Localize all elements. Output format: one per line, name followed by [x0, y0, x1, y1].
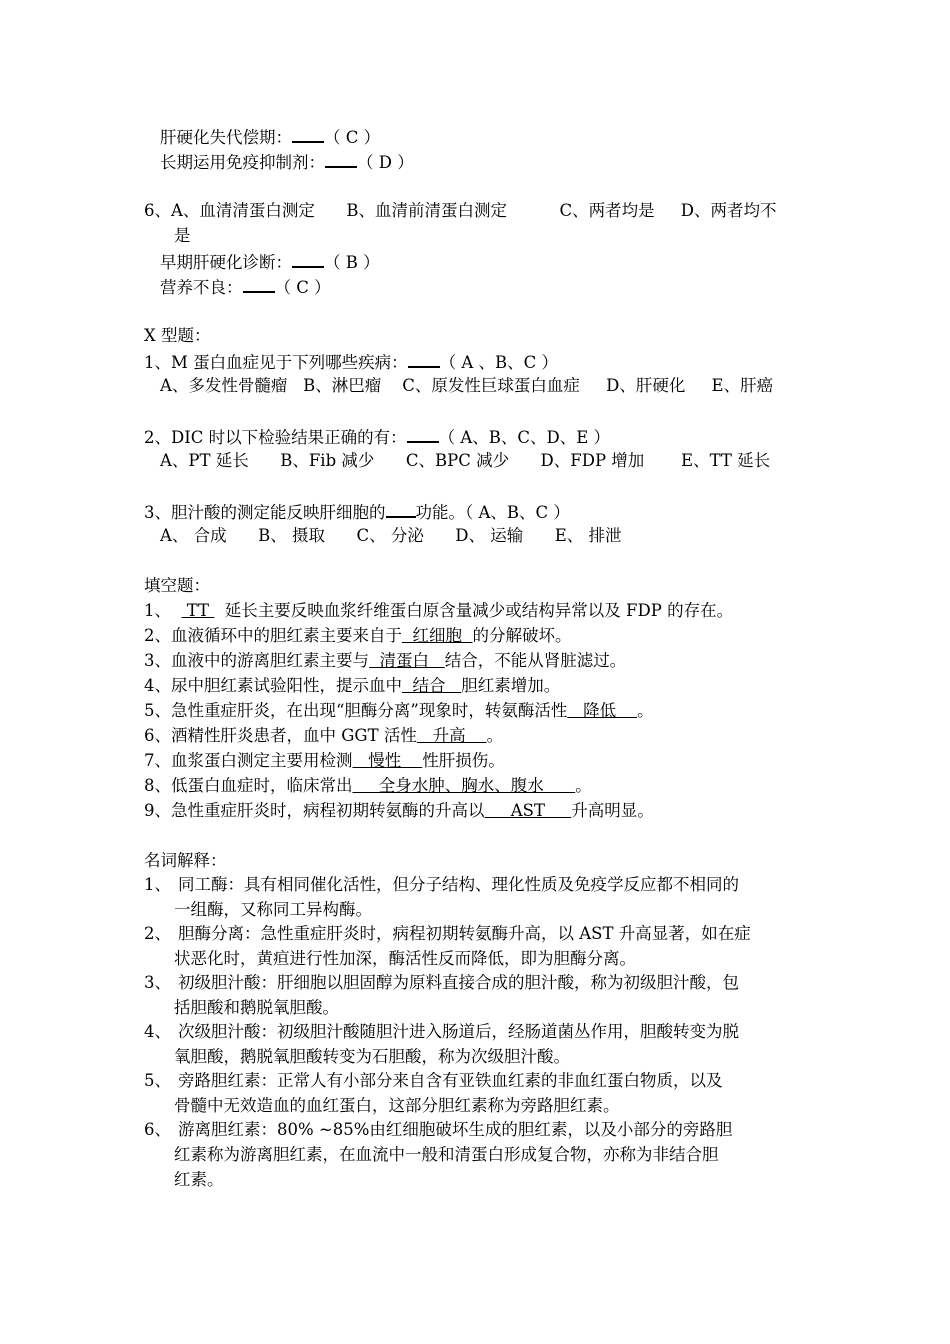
term-6-line3: 红素。 [174, 1170, 224, 1189]
term-6-num: 6、 [144, 1120, 171, 1139]
answer-blank [386, 500, 416, 518]
term-3-num: 3、 [144, 973, 171, 992]
q5-item-2: 长期运用免疫抑制剂： （ D ） [160, 150, 414, 174]
answer-blank [407, 425, 439, 443]
fill-answer: 清蛋白 [369, 651, 445, 670]
fill-answer: AST [484, 801, 572, 820]
term-1-line2: 一组酶，又称同工异构酶。 [174, 900, 372, 919]
x-question-2-options: A、PT 延长 B、Fib 减少 C、BPC 减少 D、FDP 增加 E、TT 延长 [160, 451, 771, 470]
term-1-num: 1、 [144, 875, 171, 894]
fill-item-2: 2、血液循环中的胆红素主要来自于 红细胞 的分解破坏。 [144, 626, 572, 645]
fill-answer: TT [181, 601, 215, 620]
fill-item-1: 1、 TT 延长主要反映血浆纤维蛋白原含量减少或结构异常以及 FDP 的存在。 [144, 601, 734, 620]
term-5-line2: 骨髓中无效造血的血红蛋白，这部分胆红素称为旁路胆红素。 [174, 1096, 620, 1115]
term-5-line1: 旁路胆红素：正常人有小部分来自含有亚铁血红素的非血红蛋白物质，以及 [178, 1071, 723, 1090]
term-4-line2: 氧胆酸，鹅脱氧胆酸转变为石胆酸，称为次级胆汁酸。 [174, 1047, 570, 1066]
fill-item-8: 8、低蛋白血症时，临床常出 全身水肿、胸水、腹水 。 [144, 776, 592, 795]
x-question-2: 2、DIC 时以下检验结果正确的有： （ A、B、C、D、E ） [144, 425, 610, 449]
term-5-num: 5、 [144, 1071, 171, 1090]
q6-item-2: 营养不良： （ C ） [160, 275, 331, 299]
term-1-line1: 同工酶：具有相同催化活性，但分子结构、理化性质及免疫学反应都不相同的 [178, 875, 739, 894]
fill-answer: 红细胞 [402, 626, 473, 645]
fill-item-7: 7、血浆蛋白测定主要用检测 慢性 性肝损伤。 [144, 751, 505, 770]
term-2-line2: 状恶化时，黄疸进行性加深，酶活性反而降低，即为胆酶分离。 [174, 949, 636, 968]
term-6-line1: 游离胆红素：80% ~85%由红细胞破坏生成的胆红素，以及小部分的旁路胆 [178, 1120, 733, 1139]
x-question-1-options: A、多发性骨髓瘤 B、淋巴瘤 C、原发性巨球蛋白血症 D、肝硬化 E、肝癌 [160, 376, 774, 395]
term-3-line2: 括胆酸和鹅脱氧胆酸。 [174, 998, 339, 1017]
term-4-num: 4、 [144, 1022, 171, 1041]
answer-blank [325, 150, 357, 168]
term-2-line1: 胆酶分离：急性重症肝炎时，病程初期转氨酶升高，以 AST 升高显著，如在症 [178, 924, 751, 943]
fill-item-5: 5、急性重症肝炎，在出现“胆酶分离”现象时，转氨酶活性 降低 。 [144, 701, 654, 720]
answer-blank [292, 250, 324, 268]
fill-answer: 降低 [567, 701, 638, 720]
terms-heading: 名词解释： [144, 851, 227, 870]
term-3-line1: 初级胆汁酸：肝细胞以胆固醇为原料直接合成的胆汁酸，称为初级胆汁酸，包 [178, 973, 739, 992]
fill-item-3: 3、血液中的游离胆红素主要与 清蛋白 结合，不能从肾脏滤过。 [144, 651, 627, 670]
fill-answer: 结合 [402, 676, 462, 695]
term-2-num: 2、 [144, 924, 171, 943]
answer-blank [408, 350, 440, 368]
fill-item-4: 4、尿中胆红素试验阳性，提示血中 结合 胆红素增加。 [144, 676, 561, 695]
fill-item-9: 9、急性重症肝炎时，病程初期转氨酶的升高以 AST 升高明显。 [144, 801, 654, 820]
fill-answer: 全身水肿、胸水、腹水 [352, 776, 576, 795]
q6-stem: 6、A、血清清蛋白测定 B、血清前清蛋白测定 C、两者均是 D、两者均不 [144, 201, 777, 220]
q5-item-1: 肝硬化失代偿期： （ C ） [160, 125, 380, 149]
answer-blank [292, 125, 324, 143]
fill-item-6: 6、酒精性肝炎患者，血中 GGT 活性 升高 。 [144, 726, 504, 745]
x-type-heading: X 型题： [144, 326, 211, 345]
x-question-1: 1、M 蛋白血症见于下列哪些疾病： （ A 、B、C ） [144, 350, 558, 374]
x-question-3: 3、胆汁酸的测定能反映肝细胞的 功能。（ A、B、C ） [144, 500, 570, 524]
term-6-line2: 红素称为游离胆红素，在血流中一般和清蛋白形成复合物，亦称为非结合胆 [174, 1145, 719, 1164]
fill-answer: 慢性 [352, 751, 423, 770]
fill-blank-heading: 填空题： [144, 576, 210, 595]
answer-blank [243, 275, 275, 293]
fill-answer: 升高 [416, 726, 487, 745]
term-4-line1: 次级胆汁酸：初级胆汁酸随胆汁进入肠道后，经肠道菌丛作用，胆酸转变为脱 [178, 1022, 739, 1041]
q6-stem-cont: 是 [174, 226, 191, 245]
q6-item-1: 早期肝硬化诊断： （ B ） [160, 250, 380, 274]
x-question-3-options: A、 合成 B、 摄取 C、 分泌 D、 运输 E、 排泄 [160, 526, 622, 545]
